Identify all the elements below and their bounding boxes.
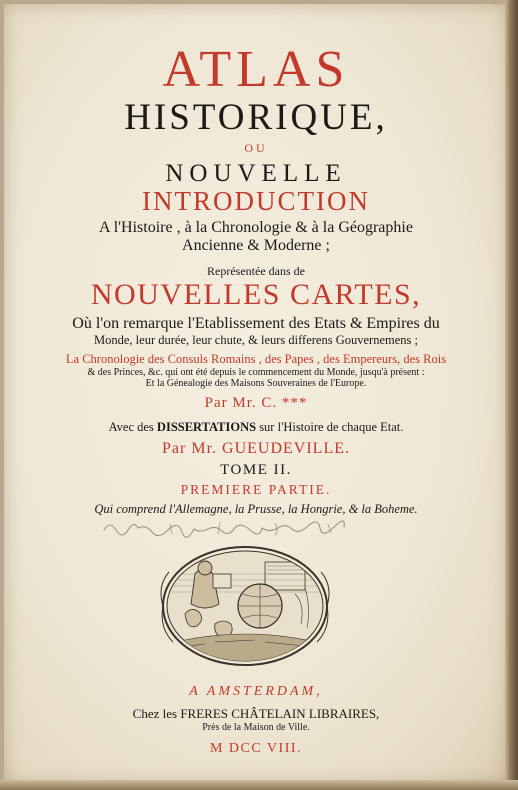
author-par-c: Par Mr. C. ***: [204, 395, 308, 411]
title-nouvelle: NOUVELLE: [165, 160, 347, 187]
author-dissertations-line: [4, 420, 508, 435]
subtitle-line3: Où l'on remarque l'Etablissement des Etats & Empires du: [72, 315, 440, 332]
dissertations-prefix: Avec des: [108, 420, 157, 434]
subtitle-line2: Ancienne & Moderne ;: [182, 237, 330, 254]
title-nouvelles-cartes: NOUVELLES CARTES,: [90, 278, 422, 311]
subtitle-line4: Monde, leur durée, leur chute, & leurs differens Gouvernemens ;: [94, 333, 418, 347]
title-introduction: INTRODUCTION: [142, 186, 370, 216]
dissertations-word: DISSERTATIONS: [156, 420, 257, 434]
title-ou: OU: [244, 141, 268, 155]
imprint-address: Près de la Maison de Ville.: [202, 722, 310, 733]
handwritten-inscription: [100, 516, 360, 540]
imprint-publisher: Chez les FRERES CHÂTELAIN LIBRAIRES,: [132, 706, 380, 721]
imprint-date: M DCC VIII.: [209, 741, 303, 756]
book-edge-bottom: [0, 780, 518, 790]
subtitle-represented: Représentée dans de: [207, 264, 305, 278]
engraved-vignette: [155, 544, 335, 672]
volume-partie: PREMIERE PARTIE.: [180, 482, 332, 497]
author-gueudeville: Par Mr. GUEUDEVILLE.: [162, 440, 350, 457]
volume-tome: TOME II.: [220, 462, 292, 478]
title-atlas: ATLAS: [162, 41, 350, 98]
title-historique: HISTORIQUE,: [124, 97, 388, 138]
subtitle-genealogie: Et la Génealogie des Maisons Souveraines de l'Europe.: [145, 378, 367, 389]
volume-contents: Qui comprend l'Allemagne, la Prusse, la Hongrie, & la Boheme.: [94, 502, 418, 516]
subtitle-chronologie: La Chronologie des Consuls Romains , des Papes , des Empereurs, des Rois: [65, 352, 447, 366]
dissertations-suffix: sur l'Histoire de chaque Etat.: [256, 420, 404, 434]
subtitle-princes: & des Princes, &c. qui ont été depuis le commencement du Monde, jusqu'à présent :: [87, 367, 425, 378]
imprint-city: A AMSTERDAM,: [189, 684, 323, 699]
subtitle-line1: A l'Histoire , à la Chronologie & à la Géographie: [99, 219, 413, 236]
